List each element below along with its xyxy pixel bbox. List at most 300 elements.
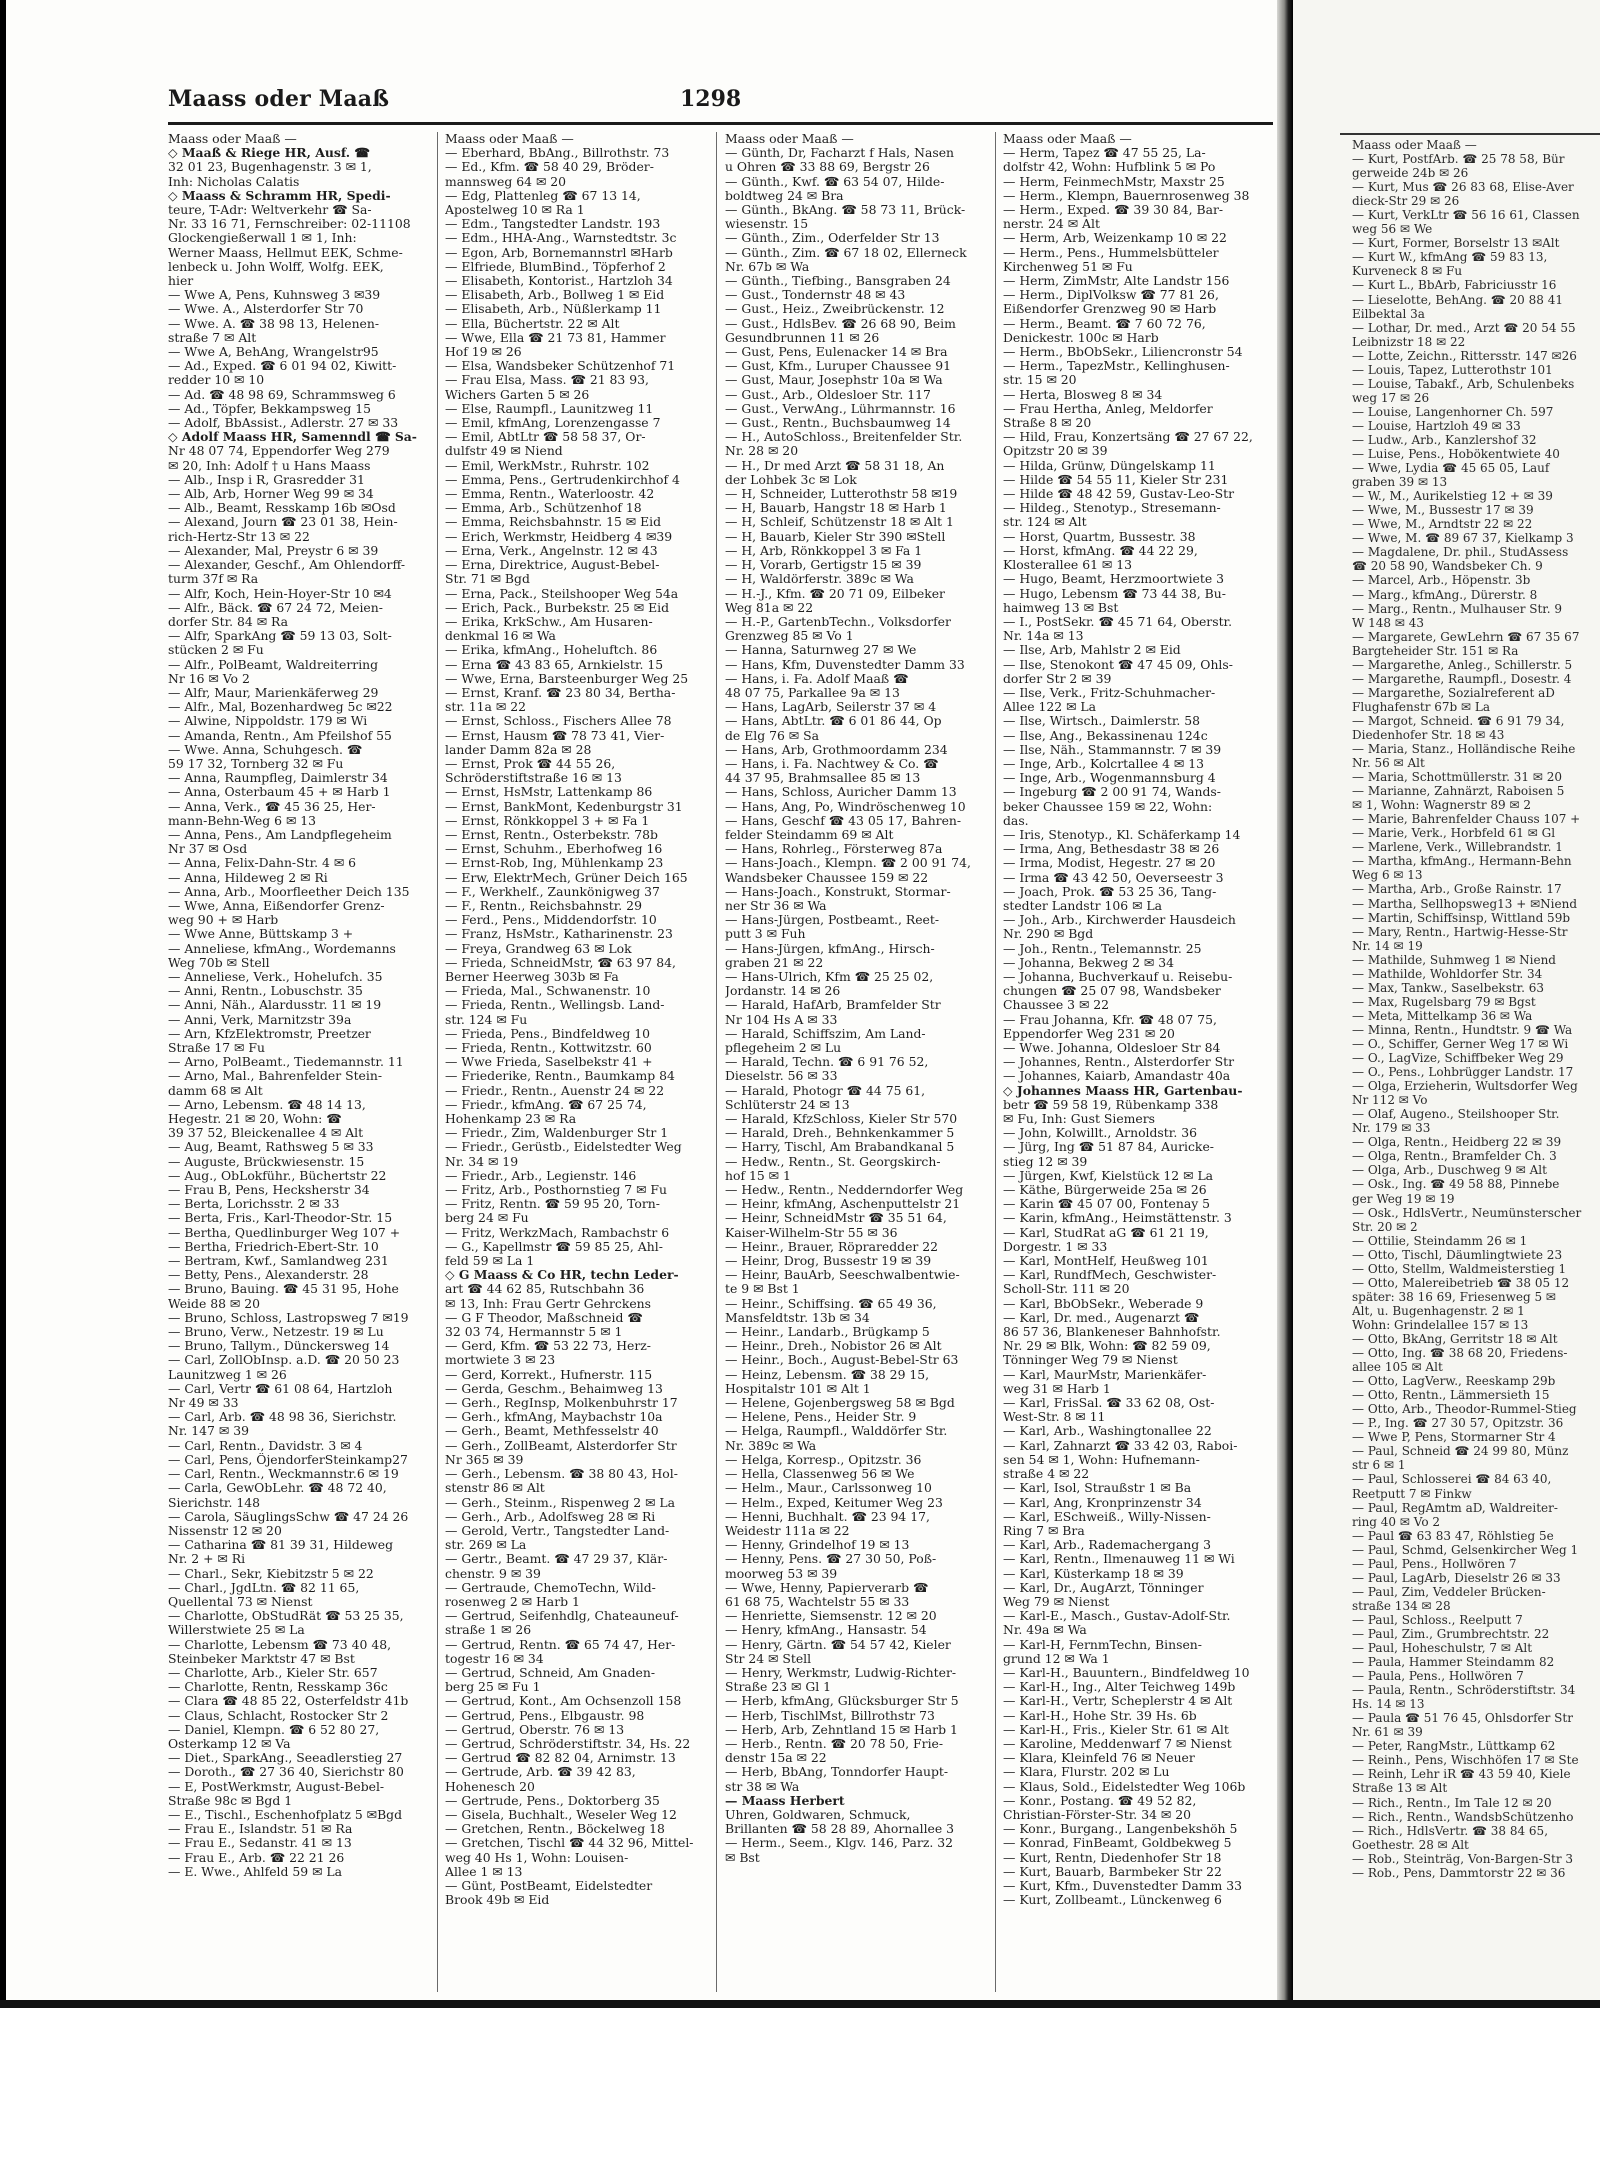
directory-entry-line: haimweg 13 ✉ Bst: [1003, 600, 1119, 615]
directory-entry-line: — I., PostSekr. ☎ 45 71 64, Oberstr.: [1003, 614, 1233, 629]
directory-entry-line: — Anna, Raumpfleg, Daimlerstr 34: [168, 771, 388, 786]
directory-entry-line: — Herm, Tapez ☎ 47 55 25, La-: [1003, 146, 1206, 161]
directory-entry-line: — Frau E., Sedanstr. 41 ✉ 13: [168, 1836, 352, 1851]
directory-entry-line: — Ernst, Rönkkoppel 3 + ✉ Fa 1: [445, 813, 650, 828]
directory-entry-line: Schlüterstr 24 ✉ 13: [725, 1097, 850, 1112]
directory-entry-line: — Anni, Verk, Marnitzstr 39a: [168, 1012, 352, 1027]
directory-entry-line: Nr. 28 ✉ 20: [725, 444, 799, 459]
directory-entry-line: — Anneliese, Verk., Hohelufch. 35: [168, 969, 383, 984]
directory-entry-line: — Mathilde, Suhmweg 1 ✉ Niend: [1352, 952, 1556, 967]
directory-entry-line: — Henriette, Siemsenstr. 12 ✉ 20: [725, 1609, 937, 1624]
directory-entry-line: Willerstwiete 25 ✉ La: [168, 1623, 305, 1638]
directory-entry-line: — Mathilde, Wohldorfer Str. 34: [1352, 966, 1543, 981]
directory-entry-line: 44 37 95, Brahmsallee 85 ✉ 13: [725, 771, 921, 786]
directory-entry-line: — Frieda, Rentn., Wellingsb. Land-: [445, 998, 665, 1013]
directory-entry-line: — Gust, Maur, Josephstr 10a ✉ Wa: [725, 373, 943, 388]
directory-entry-line: Nr. 49a ✉ Wa: [1003, 1623, 1087, 1638]
directory-entry-line: — Frau E., Arb. ☎ 22 21 26: [168, 1850, 345, 1865]
directory-entry-line: — Wwe P, Pens, Stormarner Str 4: [1352, 1430, 1556, 1445]
directory-entry-line: — Jürg, Ing ☎ 51 87 84, Auricke-: [1003, 1140, 1214, 1155]
directory-entry-line: — Wwe, Ella ☎ 21 73 81, Hammer: [445, 330, 666, 345]
directory-entry-line: — Gerda, Geschm., Behaimweg 13: [445, 1381, 663, 1396]
directory-entry-line: Maass oder Maaß —: [445, 132, 574, 146]
directory-entry-line: beker Chaussee 159 ✉ 22, Wohn:: [1003, 799, 1213, 814]
directory-entry-line: dulfstr 49 ✉ Niend: [445, 444, 563, 459]
directory-entry-line: dieck-Str 29 ✉ 26: [1352, 194, 1460, 209]
directory-entry-line: Eppendorfer Weg 231 ✉ 20: [1003, 1026, 1175, 1041]
directory-entry-line: — Louis, Tapez, Lutterothstr 101: [1352, 362, 1553, 377]
directory-entry-line: — Clara ☎ 48 85 22, Osterfeldstr 41b: [168, 1694, 409, 1709]
directory-entry-line: dolfstr 42, Wohn: Hufblink 5 ✉ Po: [1003, 160, 1216, 175]
directory-entry-line: Nissenstr 12 ✉ 20: [168, 1523, 282, 1538]
directory-entry-line: Kurveneck 8 ✉ Fu: [1352, 264, 1463, 279]
directory-entry-line: — Alfr, Maur, Marienkäferweg 29: [168, 685, 379, 700]
directory-entry-line: — Maria, Schottmüllerstr. 31 ✉ 20: [1352, 770, 1563, 785]
directory-entry-line: — Helm., Maur., Carlssonweg 10: [725, 1481, 932, 1496]
directory-entry-line: mannsweg 64 ✉ 20: [445, 174, 567, 189]
directory-entry-line: ner Str 36 ✉ Wa: [725, 898, 827, 913]
directory-entry-line: — Ilse, Arb, Mahlstr 2 ✉ Eid: [1003, 643, 1181, 658]
directory-entry-line: — Heinz, Lebensm. ☎ 38 29 15,: [725, 1367, 930, 1382]
directory-entry-line: Schröderstiftstraße 16 ✉ 13: [445, 771, 622, 786]
directory-entry-line: — Karl, BbObSekr., Weberade 9: [1003, 1296, 1204, 1311]
directory-entry-line: — Rob., Steinträg, Von-Bargen-Str 3: [1352, 1851, 1574, 1866]
directory-entry-line: Nr. 33 16 71, Fernschreiber: 02-11108: [168, 217, 411, 232]
directory-entry-line: ✉ 20, Inh: Adolf † u Hans Maass: [168, 458, 371, 473]
directory-entry-line: — Paul, Zim., Grumbrechtstr. 22: [1352, 1626, 1550, 1641]
directory-entry-line: — Horst, Quartm, Bussestr. 38: [1003, 529, 1196, 544]
directory-entry-line: — Wwe A, Pens, Kuhnsweg 3 ✉39: [168, 288, 381, 303]
directory-entry-line: West-Str. 8 ✉ 11: [1003, 1410, 1106, 1425]
directory-entry-line: Steinbeker Marktstr 47 ✉ Bst: [168, 1651, 355, 1666]
directory-entry-line: — Gerh., Lebensm. ☎ 38 80 43, Hol-: [445, 1467, 678, 1482]
directory-entry-line: nerstr. 24 ✉ Alt: [1003, 217, 1100, 232]
directory-entry-line: Klosterallee 61 ✉ 13: [1003, 558, 1132, 573]
directory-entry-line: — Herb, BbAng, Tonndorfer Haupt-: [725, 1765, 949, 1780]
directory-entry-line: Str. 20 ✉ 2: [1352, 1219, 1418, 1234]
directory-entry-line: — Konr., Burgang., Langenbekshöh 5: [1003, 1822, 1238, 1837]
directory-entry-line: — Alexander, Mal, Preystr 6 ✉ 39: [168, 543, 379, 558]
directory-entry-line: — O., Schiffer, Gerner Weg 17 ✉ Wi: [1352, 1037, 1569, 1051]
directory-entry-line: — Carla, GewObLehr. ☎ 48 72 40,: [168, 1481, 387, 1496]
directory-entry-line: der Lohbek 3c ✉ Lok: [725, 472, 857, 487]
column-divider: [716, 132, 717, 1992]
directory-entry-line: — Rob., Pens, Dammtorstr 22 ✉ 36: [1352, 1865, 1566, 1880]
directory-entry-line: straße 134 ✉ 28: [1352, 1598, 1451, 1613]
directory-entry-line: — Kurt, PostfArb. ☎ 25 78 58, Bür: [1352, 152, 1565, 167]
directory-entry-line: — Wwe, M., Bussestr 17 ✉ 39: [1352, 503, 1534, 518]
directory-entry-line: — Hans-Jürgen, Postbeamt., Reet-: [725, 913, 940, 928]
directory-entry-line: — Kurt, Rentn, Diedenhofer Str 18: [1003, 1850, 1222, 1865]
directory-entry-line: mann-Behn-Weg 6 ✉ 13: [168, 813, 317, 828]
directory-entry-line: — Marianne, Zahnärzt, Raboisen 5: [1352, 784, 1565, 799]
directory-entry-line: — Karl, Zahnarzt ☎ 33 42 03, Raboi-: [1003, 1438, 1238, 1453]
directory-entry-line: — Marcel, Arb., Höpenstr. 3b: [1352, 573, 1531, 588]
directory-entry-line: — Wwe, M. ☎ 89 67 37, Kielkamp 3: [1352, 531, 1574, 546]
directory-entry-line: — Berta, Fris., Karl-Theodor-Str. 15: [168, 1211, 393, 1226]
directory-entry-line: ◇ Johannes Maass HR, Gartenbau-: [1003, 1083, 1243, 1098]
directory-entry-line: — Kurt, Former, Borselstr 13 ✉Alt: [1352, 236, 1560, 251]
directory-entry-line: — Charlotte, Arb., Kieler Str. 657: [168, 1665, 378, 1680]
directory-entry-line: — Inge, Arb., Kolcrtallee 4 ✉ 13: [1003, 756, 1204, 771]
directory-entry-line: — Gust., Tondernstr 48 ✉ 43: [725, 288, 906, 303]
directory-entry-line: — Carl, Arb. ☎ 48 98 36, Sierichstr.: [168, 1410, 397, 1425]
directory-entry-line: ger Weg 19 ✉ 19: [1352, 1191, 1455, 1206]
facing-header-rule: [1340, 133, 1600, 135]
directory-entry-line: — Karl-E., Masch., Gustav-Adolf-Str.: [1003, 1609, 1231, 1624]
directory-entry-line: — Edm., Tangstedter Landstr. 193: [445, 217, 661, 232]
directory-entry-line: — Emma, Pens., Gertrudenkirchhof 4: [445, 472, 680, 487]
directory-entry-line: — Louise, Hartzloh 49 ✉ 33: [1352, 418, 1521, 433]
directory-entry-line: — Gerd, Korrekt., Hufnerstr. 115: [445, 1367, 653, 1382]
scan-margin: [0, 2008, 1600, 2177]
directory-entry-line: — Otto, LagVerw., Reeskamp 29b: [1352, 1374, 1556, 1389]
directory-entry-line: Berner Heerweg 303b ✉ Fa: [445, 969, 619, 984]
directory-entry-line: — Erika, kfmAng., Hoheluftch. 86: [445, 643, 658, 658]
directory-entry-line: — Daniel, Klempn. ☎ 6 52 80 27,: [168, 1722, 380, 1737]
directory-entry-line: — Olga, Arb., Duschweg 9 ✉ Alt: [1352, 1163, 1547, 1178]
directory-entry-line: — Louise, Langenhorner Ch. 597: [1352, 404, 1554, 419]
directory-entry-line: — Marie, Verk., Horbfeld 61 ✉ Gl: [1352, 826, 1556, 841]
directory-entry-line: — Friedr., Zim, Waldenburger Str 1: [445, 1126, 669, 1141]
directory-entry-line: berg 24 ✉ Fu: [445, 1211, 529, 1226]
directory-entry-line: Nr. 61 ✉ 39: [1352, 1725, 1423, 1740]
directory-entry-line: — Inge, Arb., Wogenmannsburg 4: [1003, 771, 1216, 786]
directory-entry-line: Kirchenweg 51 ✉ Fu: [1003, 259, 1133, 274]
directory-entry-line: — Elfriede, BlumBind., Töpferhof 2: [445, 259, 666, 274]
directory-entry-line: Chaussee 3 ✉ 22: [1003, 998, 1110, 1013]
directory-entry-line: graben 21 ✉ 22: [725, 955, 824, 970]
directory-entry-line: str. 15 ✉ 20: [1003, 373, 1077, 388]
directory-entry-line: — H., Dr med Arzt ☎ 58 31 18, An: [725, 458, 945, 473]
directory-entry-line: Apostelweg 10 ✉ Ra 1: [445, 203, 585, 218]
directory-entry-line: — Gertrud, Oberstr. 76 ✉ 13: [445, 1722, 625, 1737]
directory-entry-line: — Henni, Buchhalt. ☎ 23 94 17,: [725, 1509, 930, 1524]
directory-entry-line: — Karl, Ang, Kronprinzenstr 34: [1003, 1495, 1202, 1510]
directory-entry-line: — Herm., Exped. ☎ 39 30 84, Bar-: [1003, 203, 1224, 218]
directory-entry-line: — Friedr., kfmAng. ☎ 67 25 74,: [445, 1097, 647, 1112]
directory-entry-line: — Herb, TischlMst, Billrothstr 73: [725, 1708, 935, 1723]
directory-entry-line: — Otto, Malereibetrieb ☎ 38 05 12: [1352, 1275, 1570, 1290]
directory-entry-line: — Alfr., Mal, Bozenhardweg 5c ✉22: [168, 700, 393, 715]
directory-entry-line: — Gertrud, Pens., Elbgaustr. 98: [445, 1708, 645, 1723]
directory-entry-line: — Otto, Tischl, Däumlingtwiete 23: [1352, 1247, 1563, 1262]
directory-entry-line: Alt, u. Bugenhagenstr. 2 ✉ 1: [1352, 1303, 1525, 1318]
directory-entry-line: — Alfr, Koch, Hein-Hoyer-Str 10 ✉4: [168, 586, 392, 601]
directory-entry-line: — Aug, Beamt, Rathsweg 5 ✉ 33: [168, 1140, 374, 1155]
directory-entry-line: str 38 ✉ Wa: [725, 1779, 800, 1794]
directory-entry-line: — Anna, Hildeweg 2 ✉ Ri: [168, 870, 328, 885]
directory-entry-line: — Joh., Rentn., Telemannstr. 25: [1003, 941, 1202, 956]
directory-entry-line: — Carl, Pens, ÖjendorferSteinkamp27: [168, 1452, 408, 1467]
directory-column-3: [725, 132, 988, 1992]
directory-entry-line: Maass oder Maaß —: [168, 132, 297, 146]
directory-entry-line: lenbeck u. John Wolff, Wolfg. EEK,: [168, 259, 384, 274]
directory-entry-line: — Harald, KfzSchloss, Kieler Str 570: [725, 1112, 958, 1127]
directory-entry-line: — Heinr, BauArb, Seeschwalbentwie-: [725, 1268, 960, 1283]
directory-entry-line: — Anna, Felix-Dahn-Str. 4 ✉ 6: [168, 856, 357, 871]
directory-entry-line: — Hilde ☎ 54 55 11, Kieler Str 231: [1003, 472, 1229, 487]
directory-entry-line: berg 25 ✉ Fu 1: [445, 1680, 541, 1695]
directory-entry-line: — Karl-H., Fris., Kieler Str. 61 ✉ Alt: [1003, 1722, 1229, 1737]
directory-entry-line: — Ilse, Ang., Bekassinenau 124c: [1003, 728, 1208, 743]
directory-entry-line: — Harald, Techn. ☎ 6 91 76 52,: [725, 1055, 929, 1070]
directory-entry-line: — Ernst, Kranf. ☎ 23 80 34, Bertha-: [445, 685, 676, 700]
directory-entry-line: — Paul, Schmd, Gelsenkircher Weg 1: [1352, 1542, 1579, 1557]
directory-entry-line: — Karl, Arb., Washingtonallee 22: [1003, 1424, 1212, 1439]
directory-entry-line: — Kurt, VerkLtr ☎ 56 16 61, Classen: [1352, 208, 1580, 223]
directory-entry-line: hier: [168, 274, 194, 289]
directory-entry-line: Nr. 290 ✉ Bgd: [1003, 927, 1094, 942]
directory-entry-line: — Amanda, Rentn., Am Pfeilshof 55: [168, 728, 392, 743]
directory-entry-line: stücken 2 ✉ Fu: [168, 643, 264, 658]
directory-entry-line: — Max, Tankw., Saselbekstr. 63: [1352, 980, 1544, 995]
directory-entry-line: — Heinr., Schiffsing. ☎ 65 49 36,: [725, 1296, 937, 1311]
directory-entry-line: — Margarethe, Raumpfl., Dosestr. 4: [1352, 671, 1572, 686]
directory-entry-line: Opitzstr 20 ✉ 39: [1003, 444, 1108, 459]
directory-entry-line: weg 40 Hs 1, Wohn: Louisen-: [445, 1850, 629, 1865]
directory-entry-line: — Anna, Pens., Am Landpflegeheim: [168, 827, 392, 842]
directory-entry-line: — Otto, BkAng, Gerritstr 18 ✉ Alt: [1352, 1331, 1558, 1346]
directory-entry-line: — Lieselotte, BehAng. ☎ 20 88 41: [1352, 292, 1563, 307]
directory-entry-line: — Gust., Rentn., Buchsbaumweg 14: [725, 416, 951, 431]
directory-entry-line: — E. Wwe., Ahlfeld 59 ✉ La: [168, 1864, 343, 1879]
directory-entry-line: — Frieda, SchneidMstr, ☎ 63 97 84,: [445, 955, 676, 970]
directory-entry-line: — H, Schneider, Lutterothstr 58 ✉19: [725, 487, 958, 502]
directory-entry-line: — Rich., Rentn., WandsbSchützenho: [1352, 1809, 1574, 1824]
directory-entry-line: — Karl, MontHelf, Heußweg 101: [1003, 1254, 1209, 1269]
directory-entry-line: — Hedw., Rentn., St. Georgskirch-: [725, 1154, 941, 1169]
directory-entry-line: — Gerold, Vertr., Tangstedter Land-: [445, 1523, 670, 1538]
directory-entry-line: — Herm., Seem., Klgv. 146, Parz. 32: [725, 1836, 954, 1851]
directory-entry-line: — Gertrud, Schröderstiftstr. 34, Hs. 22: [445, 1736, 691, 1751]
directory-entry-line: — Paula, Hammer Steindamm 82: [1352, 1655, 1555, 1670]
directory-entry-line: Nr 16 ✉ Vo 2: [168, 671, 250, 686]
directory-entry-line: — Jürgen, Kwf, Kielstück 12 ✉ La: [1003, 1168, 1214, 1183]
directory-entry-line: — Arn, KfzElektromstr, Preetzer: [168, 1026, 371, 1041]
directory-entry-line: Nr. 389c ✉ Wa: [725, 1438, 817, 1453]
directory-entry-line: Brillanten ☎ 58 28 89, Ahornallee 3: [725, 1822, 955, 1837]
directory-entry-line: — Edg, Plattenleg ☎ 67 13 14,: [445, 188, 641, 203]
running-head: Maass oder Maaß: [168, 86, 390, 112]
directory-entry-line: Straße 8 ✉ 20: [1003, 416, 1092, 431]
directory-entry-line: Nr. 14a ✉ 13: [1003, 629, 1084, 644]
directory-entry-line: — Ernst, Hausm ☎ 78 73 41, Vier-: [445, 728, 665, 743]
directory-entry-line: — H, Bauarb, Kieler Str 390 ✉Stell: [725, 529, 946, 544]
directory-entry-line: — Frau Johanna, Kfr. ☎ 48 07 75,: [1003, 1012, 1217, 1027]
directory-entry-line: — Günth., Zim. ☎ 67 18 02, Ellerneck: [725, 245, 967, 260]
directory-entry-line: — Hans-Joach., Klempn. ☎ 2 00 91 74,: [725, 856, 971, 871]
directory-entry-line: — Helga, Korresp., Opitzstr. 36: [725, 1452, 922, 1467]
directory-entry-line: Denickestr. 100c ✉ Harb: [1003, 330, 1159, 345]
directory-entry-line: — Harald, HafArb, Bramfelder Str: [725, 998, 941, 1013]
directory-entry-line: — Emma, Rentn., Waterloostr. 42: [445, 487, 655, 502]
directory-entry-line: Mansfeldtstr. 13b ✉ 34: [725, 1310, 870, 1325]
directory-entry-line: Launitzweg 1 ✉ 26: [168, 1367, 287, 1382]
directory-entry-line: — Alfr., PolBeamt, Waldreiterring: [168, 657, 379, 672]
directory-entry-line: — Arno, Mal., Bahrenfelder Stein-: [168, 1069, 383, 1084]
directory-entry-line: — Emil, kfmAng, Lorenzengasse 7: [445, 416, 661, 431]
directory-column-2: [445, 132, 707, 1992]
directory-entry-line: — Günt, PostBeamt, Eidelstedter: [445, 1878, 653, 1893]
directory-entry-line: — Claus, Schlacht, Rostocker Str 2: [168, 1708, 389, 1723]
directory-entry-line: — Max, Rugelsbarg 79 ✉ Bgst: [1352, 994, 1536, 1009]
directory-entry-line: — Wwe, M., Arndtstr 22 ✉ 22: [1352, 517, 1533, 532]
directory-entry-line: — Betty, Pens., Alexanderstr. 28: [168, 1268, 369, 1283]
directory-entry-line: lander Damm 82a ✉ 28: [445, 742, 592, 757]
directory-entry-line: — Gust., HdlsBev. ☎ 26 68 90, Beim: [725, 316, 956, 331]
directory-entry-line: — Hugo, Lebensm ☎ 73 44 38, Bu-: [1003, 586, 1226, 601]
directory-entry-line: — Else, Raumpfl., Launitzweg 11: [445, 401, 654, 416]
directory-entry-line: — Helga, Raumpfl., Walddörfer Str.: [725, 1424, 948, 1439]
directory-entry-line: — Margarethe, Anleg., Schillerstr. 5: [1352, 657, 1573, 672]
directory-entry-line: mortwiete 3 ✉ 23: [445, 1353, 556, 1368]
directory-entry-line: — Anneliese, kfmAng., Wordemanns: [168, 941, 396, 956]
directory-entry-line: — Arno, Lebensm. ☎ 48 14 13,: [168, 1097, 366, 1112]
directory-entry-line: — Bruno, Tallym., Dünckersweg 14: [168, 1339, 390, 1354]
directory-entry-line: — Gisela, Buchhalt., Weseler Weg 12: [445, 1807, 677, 1822]
directory-entry-line: — Paula, Pens., Hollwören 7: [1352, 1669, 1524, 1684]
directory-entry-line: — Marie, Bahrenfelder Chauss 107 +: [1352, 812, 1581, 827]
directory-entry-line: — Hans-Joach., Konstrukt, Stormar-: [725, 884, 951, 899]
directory-entry-line: 39 37 52, Bleickenallee 4 ✉ Alt: [168, 1126, 364, 1141]
directory-entry-line: — Egon, Arb, Bornemannstrl ✉Harb: [445, 245, 673, 260]
directory-entry-line: — Gertrud, Seifenhdlg, Chateauneuf-: [445, 1609, 679, 1624]
directory-entry-line: — Herb., Rentn. ☎ 20 78 50, Frie-: [725, 1736, 944, 1751]
directory-entry-line: Nr. 2 + ✉ Ri: [168, 1552, 246, 1567]
directory-entry-line: Leibnizstr 18 ✉ 22: [1352, 334, 1466, 349]
directory-entry-line: Weide 88 ✉ 20: [168, 1296, 261, 1311]
directory-entry-line: — Hella, Classenweg 56 ✉ We: [725, 1467, 915, 1482]
directory-entry-line: chenstr. 9 ✉ 39: [445, 1566, 541, 1581]
directory-column-4: [1003, 132, 1271, 1992]
directory-entry-line: Nr. 179 ✉ 33: [1352, 1121, 1431, 1136]
directory-entry-line: — Olga, Rentn., Bramfelder Ch. 3: [1352, 1149, 1557, 1164]
directory-entry-line: weg 31 ✉ Harb 1: [1003, 1381, 1111, 1396]
directory-entry-line: 59 17 32, Tornberg 32 ✉ Fu: [168, 756, 344, 771]
directory-entry-line: — Wwe Anne, Büttskamp 3 +: [168, 927, 354, 942]
directory-entry-line: — Kurt, Kfm., Duvenstedter Damm 33: [1003, 1878, 1243, 1893]
directory-entry-line: — Hans, AbtLtr. ☎ 6 01 86 44, Op: [725, 714, 942, 729]
directory-entry-line: — Adolf, BbAssist., Adlerstr. 27 ✉ 33: [168, 416, 399, 431]
directory-entry-line: — Karl, Isol, Straußstr 1 ✉ Ba: [1003, 1481, 1192, 1496]
directory-entry-line: — Arno, PolBeamt., Tiedemannstr. 11: [168, 1055, 404, 1070]
directory-entry-line: Kaiser-Wilhelm-Str 55 ✉ 36: [725, 1225, 898, 1240]
directory-entry-line: — Carl, Rentn., Davidstr. 3 ✉ 4: [168, 1438, 363, 1453]
directory-entry-line: Scholl-Str. 111 ✉ 20: [1003, 1282, 1130, 1297]
directory-entry-line: — Charlotte, ObStudRät ☎ 53 25 35,: [168, 1609, 404, 1624]
directory-entry-line: — Fritz, Rentn. ☎ 59 95 20, Torn-: [445, 1197, 660, 1212]
directory-entry-line: — Marg., kfmAng., Dürerstr. 8: [1352, 587, 1538, 602]
directory-entry-line: — Günth., Zim., Oderfelder Str 13: [725, 231, 940, 246]
directory-entry-line: — Irma, Modist, Hegestr. 27 ✉ 20: [1003, 856, 1216, 871]
directory-entry-line: — Minna, Rentn., Hundtstr. 9 ☎ Wa: [1352, 1022, 1573, 1037]
directory-entry-line: — Carl, Rentn., Weckmannstr.6 ✉ 19: [168, 1467, 399, 1482]
directory-entry-line: — Günth., Kwf. ☎ 63 54 07, Hilde-: [725, 174, 945, 189]
directory-entry-line: — H, Waldörferstr. 389c ✉ Wa: [725, 572, 914, 587]
directory-entry-line: — Hilda, Grünw, Düngelskamp 11: [1003, 458, 1216, 473]
directory-entry-line: — Helene, Gojenbergsweg 58 ✉ Bgd: [725, 1396, 955, 1411]
directory-entry-line: — Charl., Sekr, Kiebitzstr 5 ✉ 22: [168, 1566, 374, 1581]
directory-entry-line: — Klara, Kleinfeld 76 ✉ Neuer: [1003, 1751, 1195, 1766]
directory-entry-line: ring 40 ✉ Vo 2: [1352, 1514, 1440, 1529]
directory-entry-line: das.: [1003, 813, 1029, 828]
directory-entry-line: — Karoline, Meddenwarf 7 ✉ Nienst: [1003, 1736, 1232, 1751]
directory-entry-line: — Joh., Arb., Kirchwerder Hausdeich: [1003, 913, 1236, 928]
directory-entry-line: — Olga, Erzieherin, Wultsdorfer Weg: [1352, 1079, 1578, 1094]
directory-entry-line: — Friedr., Arb., Legienstr. 146: [445, 1168, 637, 1183]
directory-entry-line: — Edm., HHA-Ang., Warnstedtstr. 3c: [445, 231, 677, 246]
directory-entry-line: Hohenesch 20: [445, 1779, 535, 1794]
directory-entry-line: — Carl, Vertr ☎ 61 08 64, Hartzloh: [168, 1381, 393, 1396]
directory-entry-line: — Elisabeth, Kontorist., Hartzloh 34: [445, 274, 673, 289]
directory-entry-line: — Erna, Verk., Angelnstr. 12 ✉ 43: [445, 543, 658, 558]
directory-entry-line: — Ernst, Schuhm., Eberhofweg 16: [445, 842, 663, 857]
directory-entry-line: — Bruno, Verw., Netzestr. 19 ✉ Lu: [168, 1325, 384, 1340]
directory-entry-line: — Alwine, Nippoldstr. 179 ✉ Wi: [168, 714, 368, 729]
directory-entry-line: weg 90 + ✉ Harb: [168, 913, 279, 928]
directory-entry-line: — Paul, Zim, Veddeler Brücken-: [1352, 1584, 1546, 1599]
directory-entry-line: felder Steindamm 69 ✉ Alt: [725, 827, 894, 842]
directory-entry-line: — Joach, Prok. ☎ 53 25 36, Tang-: [1003, 884, 1217, 899]
directory-entry-line: — Karl-H., Bauuntern., Bindfeldweg 10: [1003, 1665, 1250, 1680]
directory-entry-line: — Ottilie, Steindamm 26 ✉ 1: [1352, 1233, 1528, 1248]
directory-entry-line: — Gerh., Beamt, Methfesselstr 40: [445, 1424, 659, 1439]
directory-entry-line: Uhren, Goldwaren, Schmuck,: [725, 1807, 911, 1822]
directory-entry-line: — Aug., ObLokführ., Büchertstr 22: [168, 1168, 387, 1183]
directory-entry-line: Straße 23 ✉ Gl 1: [725, 1680, 832, 1695]
directory-entry-line: Str. 71 ✉ Bgd: [445, 572, 530, 587]
directory-entry-line: — Heinr., Landarb., Brügkamp 5: [725, 1325, 930, 1340]
directory-entry-line: — Wwe. A. ☎ 38 98 13, Helenen-: [168, 316, 380, 331]
directory-entry-line: — Johannes, Rentn., Alsterdorfer Str: [1003, 1055, 1235, 1070]
directory-entry-line: — Hans-Jürgen, kfmAng., Hirsch-: [725, 941, 935, 956]
directory-entry-line: — Iris, Stenotyp., Kl. Schäferkamp 14: [1003, 827, 1241, 842]
directory-entry-line: togestr 16 ✉ 34: [445, 1651, 544, 1666]
directory-entry-line: rosenweg 2 ✉ Harb 1: [445, 1594, 580, 1609]
directory-entry-line: allee 105 ✉ Alt: [1352, 1360, 1443, 1375]
directory-entry-line: — Heinr, kfmAng, Aschenputtelstr 21: [725, 1197, 961, 1212]
directory-entry-line: Dieselstr. 56 ✉ 33: [725, 1069, 838, 1084]
directory-entry-line: — Ernst, BankMont, Kedenburgstr 31: [445, 799, 683, 814]
directory-entry-line: — Gerh., Arb., Adolfsweg 28 ✉ Ri: [445, 1509, 656, 1524]
directory-entry-line: — Doroth., ☎ 27 36 40, Sierichstr 80: [168, 1765, 404, 1780]
directory-entry-line: Str 24 ✉ Stell: [725, 1651, 812, 1666]
directory-entry-line: Straße 98c ✉ Bgd 1: [168, 1793, 293, 1808]
directory-entry-line: — H, Vorarb, Gertigstr 15 ✉ 39: [725, 558, 922, 573]
directory-entry-line: — Karl-H, FernmTechn, Binsen-: [1003, 1637, 1202, 1652]
directory-entry-line: — Herm, FeinmechMstr, Maxstr 25: [1003, 174, 1225, 189]
directory-entry-line: Weg 6 ✉ 13: [1352, 868, 1423, 883]
directory-entry-line: — Hans, Ang, Po, Windröschenweg 10: [725, 799, 966, 814]
directory-entry-line: — Frau Hertha, Anleg, Meldorfer: [1003, 401, 1213, 416]
directory-entry-line: ◇ Adolf Maass HR, Samenndl ☎ Sa-: [168, 430, 417, 445]
directory-entry-line: — Ernst, Schloss., Fischers Allee 78: [445, 714, 672, 729]
directory-entry-line: — Ilse, Wirtsch., Daimlerstr. 58: [1003, 714, 1201, 729]
directory-entry-line: — Karl, Küsterkamp 18 ✉ 39: [1003, 1566, 1184, 1581]
directory-entry-line: — Fritz, WerkzMach, Rambachstr 6: [445, 1225, 670, 1240]
directory-entry-line: — Wwe, Erna, Barsteenburger Weg 25: [445, 671, 689, 686]
directory-entry-line: Dorgestr. 1 ✉ 33: [1003, 1239, 1108, 1254]
directory-entry-line: Nr. 147 ✉ 39: [168, 1424, 249, 1439]
directory-entry-line: — Erna, Direktrice, August-Bebel-: [445, 558, 660, 573]
directory-entry-line: — Ilse, Stenokont ☎ 47 45 09, Ohls-: [1003, 657, 1233, 672]
page-header: [168, 86, 1268, 120]
directory-entry-line: — Fritz, Arb., Posthornstieg 7 ✉ Fu: [445, 1183, 668, 1198]
directory-entry-line: — Osk., Ing. ☎ 49 58 88, Pinnebe: [1352, 1177, 1560, 1192]
directory-entry-line: — Heinr., Dreh., Nobistor 26 ✉ Alt: [725, 1339, 942, 1354]
directory-entry-line: — Gertrud, Kont., Am Ochsenzoll 158: [445, 1694, 682, 1709]
